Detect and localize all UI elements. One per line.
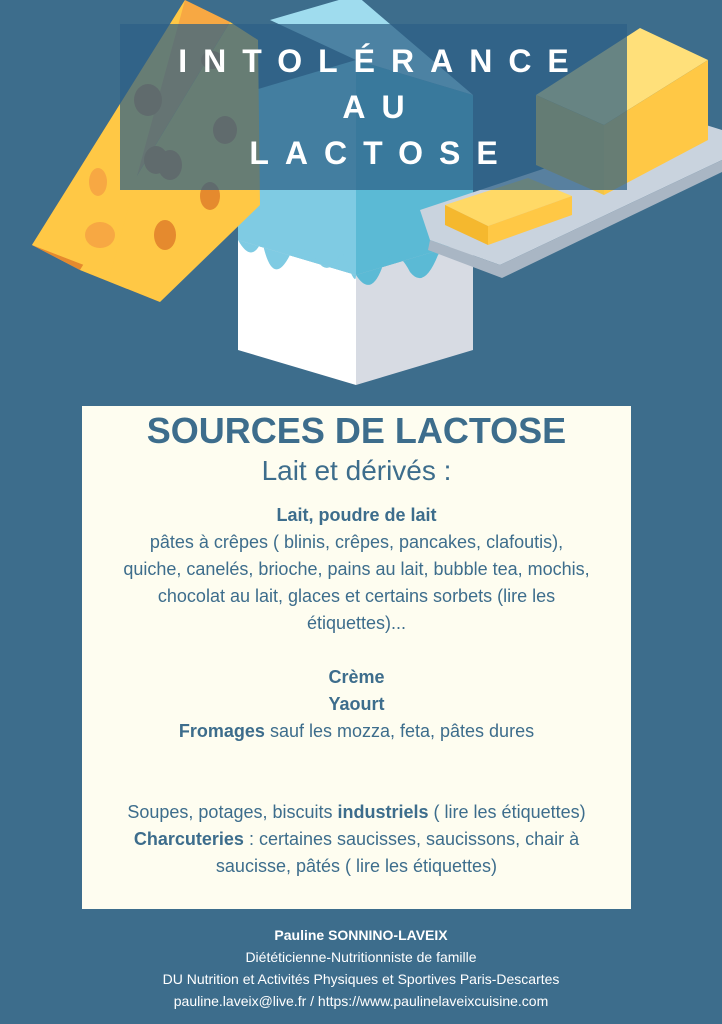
author-degree: DU Nutrition et Activités Physiques et Sportives Paris-Descartes: [162, 971, 560, 987]
title-line-1: INTOLÉRANCE: [178, 43, 585, 79]
milk-line-4: étiquettes)...: [306, 613, 407, 633]
title-banner: [120, 24, 627, 190]
author-contact: pauline.laveix@live.fr / https://www.paulinelaveixcuisine.com: [173, 993, 549, 1009]
title-line-3: LACTOSE: [249, 135, 514, 171]
section-subheading: Lait et dérivés :: [261, 455, 452, 486]
charcuteries-item: Charcuteries : certaines saucisses, saucissons, chair à: [133, 829, 580, 849]
milk-line-3: chocolat au lait, glaces et certains sorbets (lire les: [157, 586, 556, 606]
creme-item: Crème: [328, 667, 385, 687]
milk-line-1: pâtes à crêpes ( blinis, crêpes, pancakes, clafoutis),: [149, 532, 564, 552]
milk-title: Lait, poudre de lait: [276, 505, 437, 525]
fromages-item: Fromages sauf les mozza, feta, pâtes dures: [178, 721, 535, 741]
title-line-2: AU: [342, 89, 421, 125]
author-footer: [0, 924, 722, 1012]
yaourt-item: Yaourt: [328, 694, 385, 714]
sources-body: [82, 502, 631, 880]
section-heading: SOURCES DE LACTOSE: [146, 410, 567, 451]
author-name: Pauline SONNINO-LAVEIX: [274, 927, 448, 943]
milk-line-2: quiche, canelés, brioche, pains au lait, bubble tea, mochis,: [123, 559, 590, 579]
charcuteries-line-2: saucisse, pâtés ( lire les étiquettes): [215, 856, 498, 876]
lactose-sources-panel: [82, 406, 631, 909]
author-role: Diététicienne-Nutritionniste de famille: [245, 949, 477, 965]
soupes-item: Soupes, potages, biscuits industriels ( lire les étiquettes): [127, 802, 586, 822]
